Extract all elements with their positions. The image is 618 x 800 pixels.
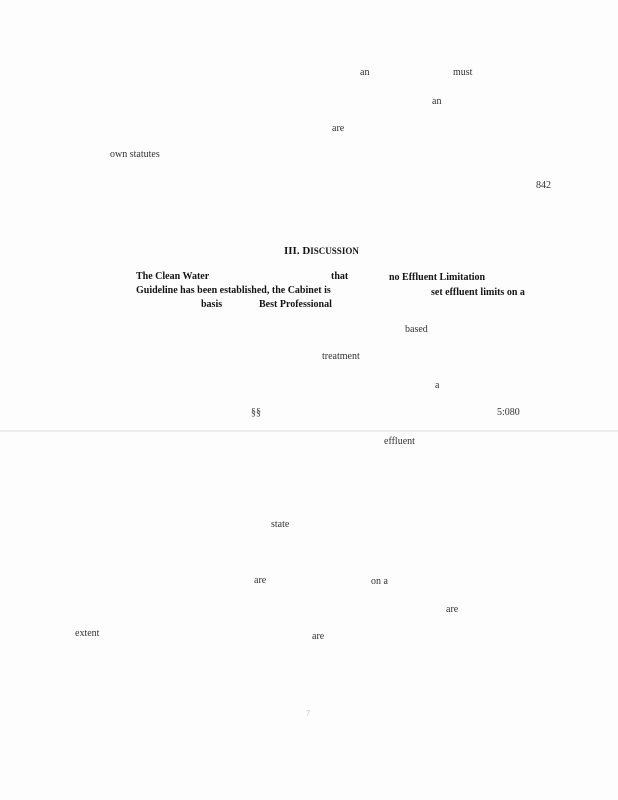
word-extent: extent: [75, 628, 100, 639]
word-own-statutes: own statutes: [110, 149, 160, 160]
word-treatment: treatment: [322, 351, 360, 362]
word-an: an: [432, 96, 442, 107]
word-842: 842: [536, 180, 551, 191]
word-are: are: [254, 575, 267, 586]
word-section-symbols: §§: [251, 407, 261, 418]
word-based: based: [405, 324, 428, 335]
word-are: are: [446, 604, 459, 615]
bold-text-no-effluent-limitation: no Effluent Limitation: [389, 272, 486, 283]
word-state: state: [271, 519, 290, 530]
section-heading: [284, 245, 359, 257]
bold-text-best-professional: Best Professional: [259, 299, 332, 310]
word-effluent: effluent: [384, 436, 415, 447]
word-an: an: [360, 67, 370, 78]
word-must: must: [453, 67, 473, 78]
heading-title-initial: D: [302, 245, 311, 257]
word-are: are: [332, 123, 345, 134]
page-fold-line: [0, 430, 618, 432]
bold-text-that: that: [331, 271, 349, 282]
heading-numeral: III.: [284, 245, 300, 257]
bold-text-clean-water: The Clean Water: [136, 271, 210, 282]
page-number: 7: [306, 709, 310, 718]
bold-text-basis: basis: [201, 299, 223, 310]
word-5-080: 5:080: [497, 407, 520, 418]
word-on-a: on a: [371, 576, 388, 587]
bold-text-guideline-established: Guideline has been established, the Cabinet is: [136, 285, 331, 296]
bold-text-set-effluent-limits: set effluent limits on a: [431, 287, 525, 298]
heading-title-rest: ISCUSSION: [310, 246, 359, 256]
word-are: are: [312, 631, 325, 642]
word-a: a: [435, 380, 440, 391]
